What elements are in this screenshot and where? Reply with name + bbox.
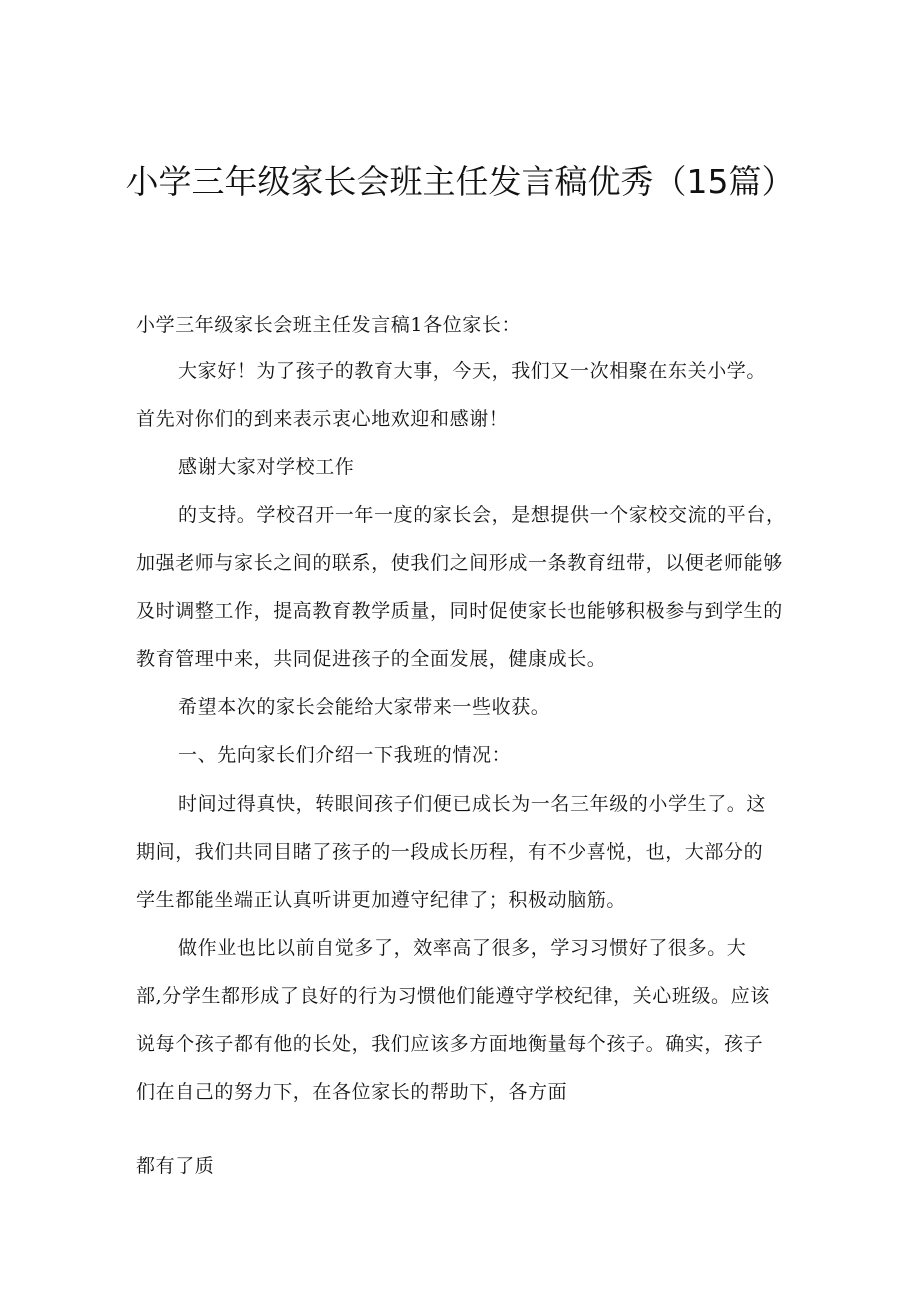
paragraph-line: 的支持。学校召开一年一度的家长会，是想提供一个家校交流的平台， (178, 504, 786, 526)
document-title: 小学三年级家长会班主任发言稿优秀（15篇） (125, 162, 795, 201)
paragraph-line: 做作业也比以前自觉多了，效率高了很多，学习习惯好了很多。大 (178, 937, 747, 959)
paragraph-line: 感谢大家对学校工作 (178, 456, 355, 478)
paragraph-line: 加强老师与家长之间的联系，使我们之间形成一条教育纽带，以便老师能够 (136, 552, 783, 574)
paragraph-line: 教育管理中来，共同促进孩子的全面发展，健康成长。 (136, 648, 607, 670)
paragraph-line: 一、先向家长们介绍一下我班的情况： (178, 744, 512, 766)
paragraph-line: 部,分学生都形成了良好的行为习惯他们能遵守学校纪律，关心班级。应该 (136, 985, 770, 1007)
paragraph-line: 时间过得真快，转眼间孩子们便已成长为一名三年级的小学生了。这 (178, 793, 767, 815)
paragraph-line: 期间，我们共同目睹了孩子的一段成长历程，有不少喜悦，也，大部分的 (136, 841, 764, 863)
paragraph-line: 希望本次的家长会能给大家带来一些收获。 (178, 696, 551, 718)
paragraph-line: 都有了质 (136, 1155, 215, 1177)
paragraph-line: 小学三年级家长会班主任发言稿1各位家长： (136, 314, 522, 336)
paragraph-line: 们在自己的努力下，在各位家长的帮助下，各方面 (136, 1081, 568, 1103)
paragraph-line: 学生都能坐端正认真听讲更加遵守纪律了；积极动脑筋。 (136, 889, 627, 911)
paragraph-line: 大家好！为了孩子的教育大事，今天，我们又一次相聚在东关小学。 (178, 360, 767, 382)
paragraph-line: 首先对你们的到来表示衷心地欢迎和感谢！ (136, 408, 509, 430)
paragraph-line: 及时调整工作，提高教育教学质量，同时促使家长也能够积极参与到学生的 (136, 600, 783, 622)
paragraph-line: 说每个孩子都有他的长处，我们应该多方面地衡量每个孩子。确实，孩子 (136, 1033, 764, 1055)
